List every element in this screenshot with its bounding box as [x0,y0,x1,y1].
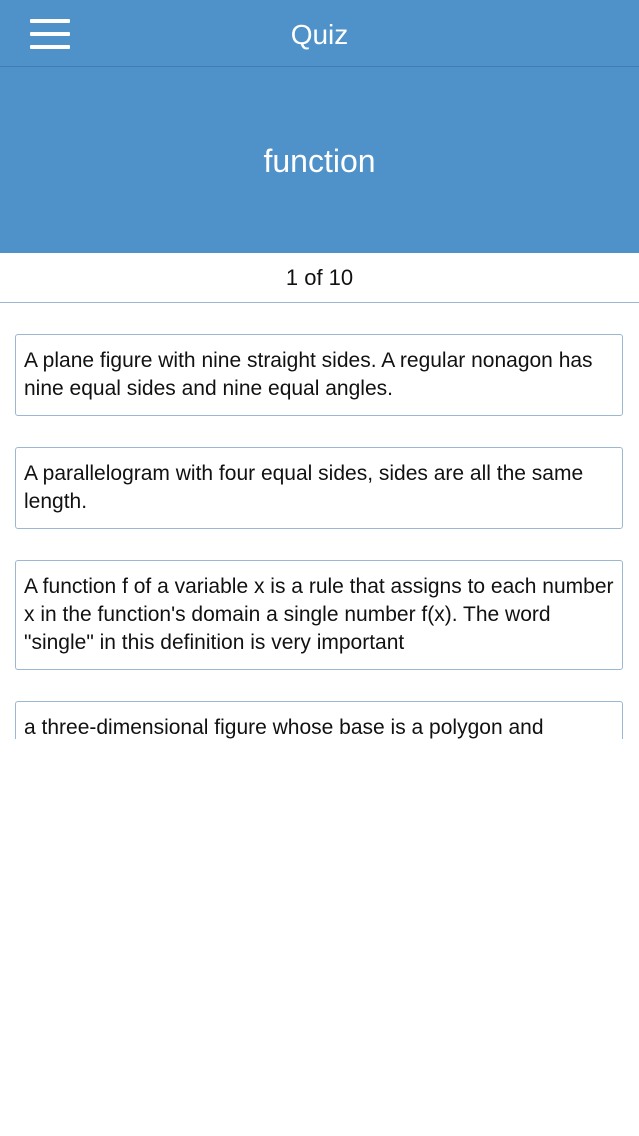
quiz-word-banner [0,67,639,253]
answer-option-1[interactable]: A plane figure with nine straight sides. A regular nonagon has nine equal sides and nine equal angles. [15,334,623,416]
progress-bar [0,253,639,303]
answer-option-3[interactable]: A function f of a variable x is a rule that assigns to each number x in the function's domain a single number f(x). The word "single" in this definition is very important [15,560,623,670]
quiz-word: function [263,143,376,179]
answer-list [0,303,639,739]
progress-counter: 1 of 10 [285,265,354,290]
answer-option-4[interactable]: a three-dimensional figure whose base is a polygon and [15,701,623,739]
page-title: Quiz [290,19,349,50]
answer-option-2[interactable]: A parallelogram with four equal sides, sides are all the same length. [15,447,623,529]
navigation-bar [0,0,639,67]
